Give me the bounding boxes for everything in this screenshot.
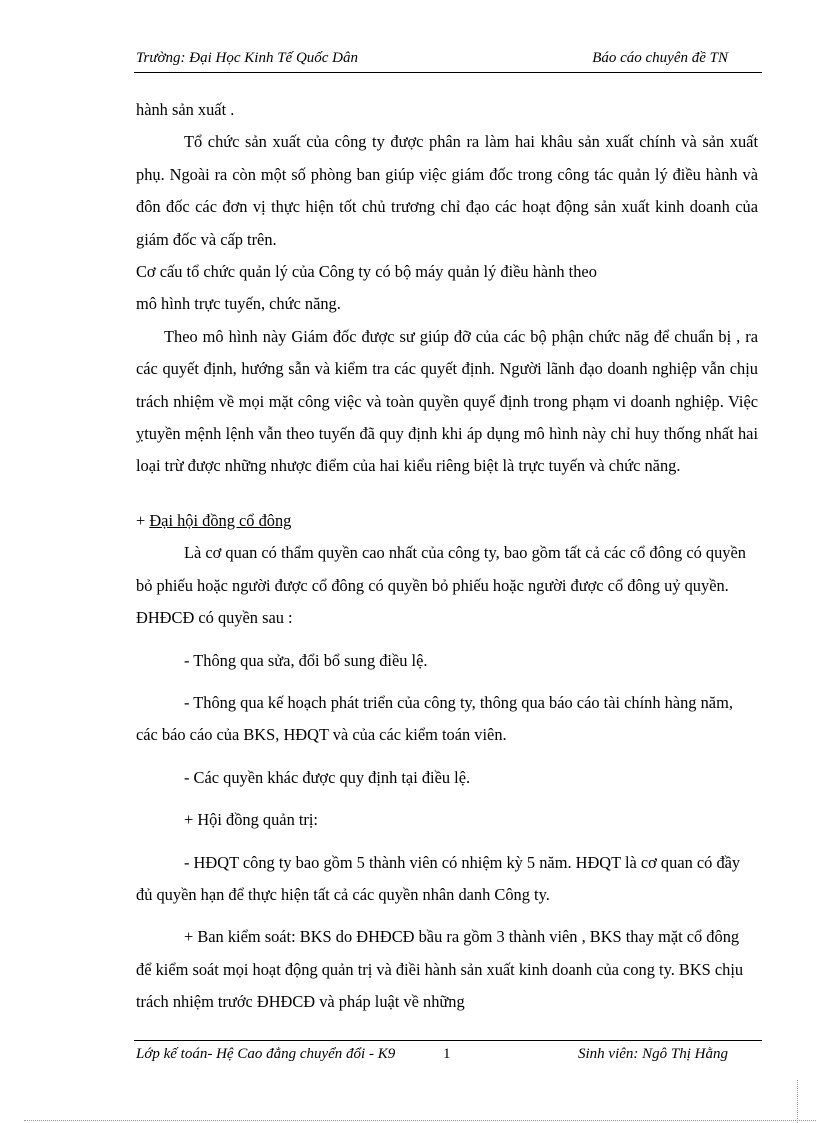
section-heading-prefix: + bbox=[136, 510, 150, 530]
header-report-title: Báo cáo chuyên đề TN bbox=[592, 50, 728, 66]
paragraph-management-structure: Cơ cấu tổ chức quản lý của Công ty có bộ máy quản lý điều hành theo bbox=[136, 262, 597, 282]
paragraph-model-description: Theo mô hình này Giám đốc được sư giúp đỡ của các bộ phận chức năg để chuẩn bị , ra các quyết định, hướng sẫn và kiểm tra các quyết định. Người lãnh đạo doanh nghiệp vẫn chịu trách nhiệm về mọi mặt công việc và toàn quyền quyế định trong phạm vi doanh nghiệp. Việc ỵtuyền mệnh lệnh vẫn theo tuyến đã quy định khi áp dụng mô hình này chỉ huy thống nhất hai loại trừ được những nhược điểm của hai kiểu riêng biệt là trực tuyến và chức năng. bbox=[136, 326, 758, 476]
section-heading bbox=[136, 505, 758, 537]
list-item-amend-charter: - Thông qua sửa, đổi bổ sung điều lệ. bbox=[184, 650, 428, 670]
footer-class: Lớp kế toán- Hệ Cao đẳng chuyển đổi - K9 bbox=[136, 1046, 396, 1062]
list-item-other-rights: - Các quyền khác được quy định tại điều lệ. bbox=[184, 767, 471, 787]
page-number: 1 bbox=[443, 1046, 451, 1062]
page-corner-divider bbox=[797, 1080, 798, 1123]
page-footer bbox=[134, 1040, 762, 1071]
footer-student: Sinh viên: Ngô Thị Hằng bbox=[578, 1046, 728, 1062]
paragraph-board-of-directors: - HĐQT công ty bao gồm 5 thành viên có nhiệm kỳ 5 năm. HĐQT là cơ quan có đầy đủ quyền hạn để thực hiện tất cả các quyền nhân danh Công ty. bbox=[136, 852, 741, 904]
document-body bbox=[136, 94, 758, 1019]
subheading-board-of-directors: + Hội đồng quản trị: bbox=[184, 810, 318, 830]
page-header bbox=[134, 50, 762, 73]
page-bottom-divider bbox=[24, 1120, 816, 1121]
paragraph-supervisory-board: + Ban kiểm soát: BKS do ĐHĐCĐ bầu ra gồm 3 thành viên , BKS thay mặt cổ đông để kiểm soát mọi hoạt động quản trị và điềi hành sản xuất kinh doanh của cong ty. BKS chịu trách nhiệm trước ĐHĐCĐ và pháp luật về những bbox=[136, 927, 744, 1012]
section-heading-title: Đại hội đồng cổ đông bbox=[149, 510, 292, 530]
paragraph-continuation: hành sản xuất . bbox=[136, 100, 235, 119]
paragraph-shareholders-meeting: Là cơ quan có thẩm quyền cao nhất của công ty, bao gồm tất cả các cổ đông có quyền bỏ phiếu hoặc người được cổ đông có quyền bỏ phiếu hoặc người được cổ đông uỷ quyền. ĐHĐCĐ có quyền sau : bbox=[136, 543, 746, 628]
list-item-approve-plan: - Thông qua kế hoạch phát triển của công ty, thông qua báo cáo tài chính hàng năm, các báo cáo của BKS, HĐQT và của các kiểm toán viên. bbox=[136, 692, 733, 745]
header-school: Trường: Đại Học Kinh Tế Quốc Dân bbox=[136, 50, 359, 66]
paragraph-model-type: mô hình trực tuyến, chức năng. bbox=[136, 294, 341, 314]
paragraph-production-organization: Tổ chức sản xuất của công ty được phân ra làm hai khâu sản xuất chính và sản xuất phụ. Ngoài ra còn một số phòng ban giúp việc giám đốc trong công tác quản lý điều hành và đôn đốc các đơn vị thực hiện tốt chủ trương chỉ đạo các hoạt động sản xuất kinh doanh của giám đốc và cấp trên. bbox=[136, 132, 758, 249]
